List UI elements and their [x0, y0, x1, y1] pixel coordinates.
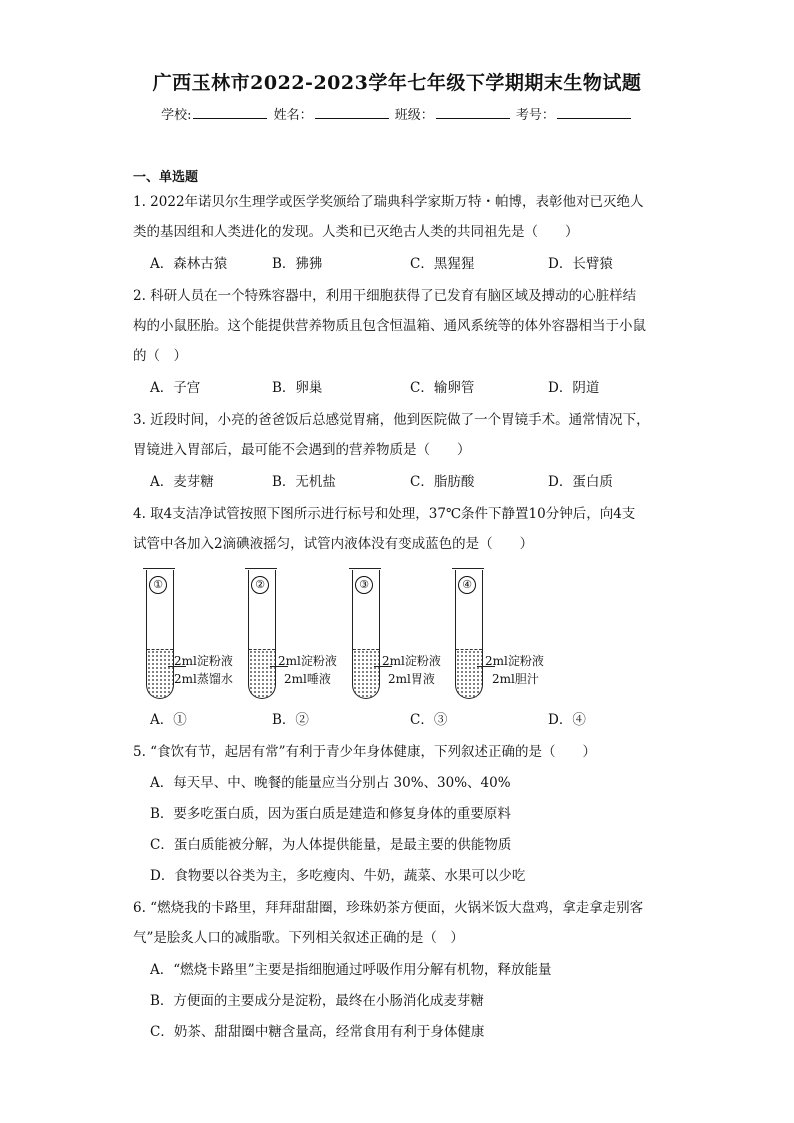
q2-option-c[interactable]: C．输卵管	[410, 380, 475, 396]
school-blank[interactable]	[193, 106, 267, 119]
q1-option-c[interactable]: C．黑猩猩	[410, 256, 475, 272]
q4-option-c[interactable]: C．③	[410, 712, 448, 728]
number-blank[interactable]	[557, 106, 631, 119]
section-title: 一、单选题	[133, 170, 199, 185]
test-tube-figure	[140, 570, 660, 705]
q6-option-a[interactable]: A．“燃烧卡路里”主要是指细胞通过呼吸作用分解有机物，释放能量	[150, 962, 552, 978]
student-info-line	[0, 104, 794, 123]
q5-option-d[interactable]: D．食物要以谷类为主，多吃瘦肉、牛奶，蔬菜、水果可以少吃	[150, 868, 526, 884]
q1-line1: 1. 2022年诺贝尔生理学或医学奖颁给了瑞典科学家斯万特・帕博，表彰他对已灭绝人	[133, 194, 644, 210]
q5-option-c[interactable]: C．蛋白质能被分解，为人体提供能量，是最主要的供能物质	[150, 837, 512, 853]
q3-option-d[interactable]: D．蛋白质	[548, 474, 613, 490]
tube-number: ④	[458, 576, 476, 594]
q3-line2: 胃镜进入胃部后，最可能不会遇到的营养物质是（ ）	[133, 442, 471, 458]
q1-option-a[interactable]: A．森林古猿	[150, 256, 228, 272]
class-blank[interactable]	[436, 106, 510, 119]
school-label: 学校:	[161, 108, 192, 123]
tube-number: ②	[251, 576, 269, 594]
page-title: 广西玉林市2022-2023学年七年级下学期期末生物试题	[152, 72, 642, 94]
q2-option-a[interactable]: A．子宫	[150, 380, 201, 396]
tube-4-bottom-label: 2ml胆汁	[492, 672, 539, 686]
q2-line3: 的（ ）	[133, 348, 187, 364]
tube-3-bottom-label: 2ml胃液	[388, 672, 435, 686]
q3-option-c[interactable]: C．脂肪酸	[410, 474, 475, 490]
tube-3-top-label: 2ml淀粉液	[382, 654, 441, 668]
q5-option-b[interactable]: B．要多吃蛋白质，因为蛋白质是建造和修复身体的重要原料	[150, 806, 511, 822]
number-label: 考号：	[515, 108, 555, 123]
q6-line1: 6. “燃烧我的卡路里，拜拜甜甜圈，珍珠奶茶方便面，火锅米饭大盘鸡，拿走拿走别客	[133, 900, 644, 916]
class-label: 班级：	[394, 108, 434, 123]
q1-line2: 类的基因组和人类进化的发现。人类和已灭绝古人类的共同祖先是（ ）	[133, 224, 579, 240]
q4-line1: 4. 取4支洁净试管按照下图所示进行标号和处理，37℃条件下静置10分钟后，向4支	[133, 506, 636, 522]
q2-option-b[interactable]: B．卵巢	[272, 380, 323, 396]
q4-option-d[interactable]: D．④	[548, 712, 586, 728]
q4-line2: 试管中各加入2滴碘液摇匀，试管内液体没有变成蓝色的是（ ）	[133, 536, 534, 552]
q3-line1: 3. 近段时间，小亮的爸爸饭后总感觉胃痛，他到医院做了一个胃镜手术。通常情况下，	[133, 412, 650, 428]
q1-option-b[interactable]: B．狒狒	[272, 256, 323, 272]
tube-4-top-label: 2ml淀粉液	[485, 654, 544, 668]
name-label: 姓名：	[273, 108, 313, 123]
q5-option-a[interactable]: A．每天早、中、晚餐的能量应当分别占 30%、30%、40%	[150, 775, 511, 791]
q3-option-b[interactable]: B．无机盐	[272, 474, 336, 490]
tube-1-top-label: 2ml淀粉液	[174, 654, 233, 668]
tube-number: ③	[355, 576, 373, 594]
q6-option-b[interactable]: B．方便面的主要成分是淀粉，最终在小肠消化成麦芽糖	[150, 993, 484, 1009]
q1-option-d[interactable]: D．长臂猿	[548, 256, 613, 272]
tube-2-bottom-label: 2ml唾液	[284, 672, 331, 686]
q6-option-c[interactable]: C．奶茶、甜甜圈中糖含量高，经常食用有利于身体健康	[150, 1024, 485, 1040]
name-blank[interactable]	[315, 106, 389, 119]
q4-option-a[interactable]: A．①	[150, 712, 187, 728]
tube-2-top-label: 2ml淀粉液	[278, 654, 337, 668]
q3-option-a[interactable]: A．麦芽糖	[150, 474, 214, 490]
q2-line2: 构的小鼠胚胎。这个能提供营养物质且包含恒温箱、通风系统等的体外容器相当于小鼠	[133, 318, 646, 334]
q4-option-b[interactable]: B．②	[272, 712, 309, 728]
tube-number: ①	[149, 576, 167, 594]
tube-1-bottom-label: 2ml蒸馏水	[174, 672, 233, 686]
q6-line2: 气”是脍炙人口的减脂歌。下列相关叙述正确的是（ ）	[133, 930, 464, 946]
q2-line1: 2. 科研人员在一个特殊容器中，利用干细胞获得了已发育有脑区域及搏动的心脏样结	[133, 288, 637, 304]
q2-option-d[interactable]: D．阴道	[548, 380, 600, 396]
q5-line1: 5. “食饮有节，起居有常”有利于青少年身体健康，下列叙述正确的是（ ）	[133, 744, 596, 760]
